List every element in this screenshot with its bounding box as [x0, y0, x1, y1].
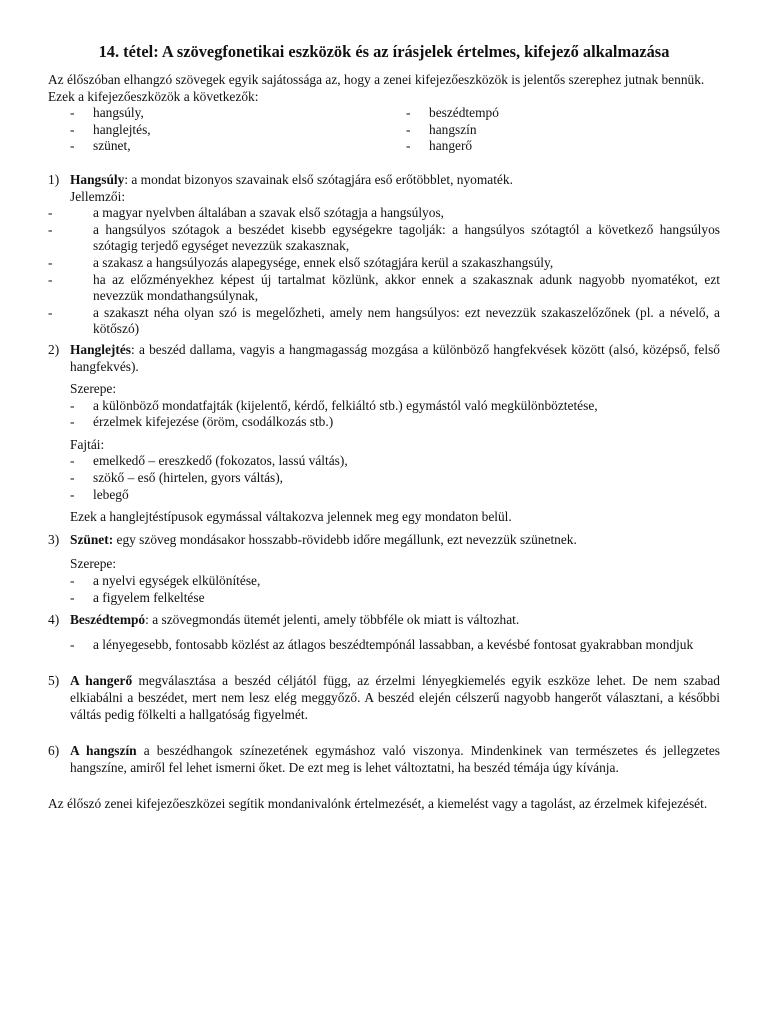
- section-definition: egy szöveg mondásakor hosszabb-rövidebb időre megállunk, ezt nevezzük szünetnek.: [113, 531, 577, 547]
- section-term: Beszédtempó: [70, 612, 146, 628]
- section-subheading: Szerepe:: [70, 556, 117, 572]
- intro-list-lead: Ezek a kifejezőeszközök a következők:: [48, 88, 259, 104]
- section-closing: Ezek a hanglejtéstípusok egymással váltakozva jelennek meg egy mondaton belül.: [70, 509, 512, 525]
- section-number: 4): [48, 612, 60, 628]
- section-definition: : a szövegmondás ütemét jelenti, amely többféle ok miatt is változhat.: [145, 612, 520, 628]
- intro-paragraph: Az élőszóban elhangzó szövegek egyik sajátossága az, hogy a zenei kifejezőeszközök is jelentős szerephez jutnak bennük.: [48, 72, 705, 87]
- section-term: Szünet:: [70, 531, 114, 547]
- section-subheading: Jellemzői:: [70, 188, 126, 204]
- section-hangsuly: [48, 172, 720, 338]
- section-term: Hanglejtés: [70, 341, 131, 357]
- list-item: - a különböző mondatfajták (kijelentő, kérdő, felkiáltó stb.) egymástól való megkülönböztetése,: [48, 398, 720, 415]
- section-number: 2): [48, 341, 60, 357]
- list-item: - a nyelvi egységek elkülönítése,: [48, 573, 720, 590]
- section-subheading: Fajtái:: [70, 436, 105, 452]
- list-item: - beszédtempó: [384, 105, 720, 122]
- tools-list: [48, 105, 720, 155]
- section-hanglejtes: [48, 342, 720, 526]
- section-term: Hangsúly: [70, 171, 125, 187]
- list-item: - lebegő: [48, 487, 720, 504]
- section-definition: : a beszéd dallama, vagyis a hangmagasság mozgása a különböző hangfekvések között (alsó, középső, felső hangfekvés).: [70, 341, 720, 374]
- section-number: 3): [48, 531, 60, 547]
- conclusion-paragraph: Az élőszó zenei kifejezőeszközei segítik mondanivalónk értelmezését, a kiemelést vagy a tagolást, az érzelmek kifejezését.: [48, 796, 708, 812]
- list-item: - a szakaszt néha olyan szó is megelőzheti, amely nem hangsúlyos: ezt nevezzük szakaszelőzőnek (pl. a névelő, a kötőszó): [48, 305, 720, 338]
- list-item: - a figyelem felkeltése: [48, 590, 720, 607]
- list-item: - ha az előzményekhez képest új tartalmat közlünk, akkor ennek a szakasznak adunk nagyobb nyomatékot, ezt nevezzük mondathangsúlynak,: [48, 272, 720, 305]
- list-item: - a szakasz a hangsúlyozás alapegysége, ennek első szótagjára kerül a szakaszhangsúly,: [48, 255, 720, 272]
- tools-list-right: [384, 105, 720, 155]
- section-number: 6): [48, 743, 60, 759]
- list-item: - a lényegesebb, fontosabb közlést az átlagos beszédtempónál lassabban, a kevésbé fontosat gyakrabban mondjuk: [48, 637, 720, 654]
- section-szunet: [48, 532, 720, 606]
- list-item: - emelkedő – ereszkedő (fokozatos, lassú váltás),: [48, 453, 720, 470]
- section-beszedtempo: [48, 612, 720, 653]
- section-number: 1): [48, 171, 60, 187]
- section-definition: : a mondat bizonyos szavainak első szótagjára eső erőtöbblet, nyomaték.: [124, 171, 513, 187]
- list-item: - hangszín: [384, 122, 720, 139]
- page-title: 14. tétel: A szövegfonetikai eszközök és az írásjelek értelmes, kifejező alkalmazása: [98, 42, 670, 61]
- list-item: - érzelmek kifejezése (öröm, csodálkozás stb.): [48, 414, 720, 431]
- section-hangero: [48, 673, 720, 723]
- list-item: - szökő – eső (hirtelen, gyors váltás),: [48, 470, 720, 487]
- list-item: - szünet,: [48, 138, 384, 155]
- section-number: 5): [48, 673, 60, 689]
- section-term: A hangerő: [70, 673, 133, 689]
- section-hangszin: [48, 743, 720, 776]
- list-item: - hangerő: [384, 138, 720, 155]
- section-subheading: Szerepe:: [70, 381, 117, 397]
- list-item: - hangsúly,: [48, 105, 384, 122]
- list-item: - a magyar nyelvben általában a szavak első szótagja a hangsúlyos,: [48, 205, 720, 222]
- section-term: A hangszín: [70, 743, 137, 759]
- section-definition: megválasztása a beszéd céljától függ, az érzelmi lényegkiemelés egyik eszköze lehet. De nem szabad elkiabálni a beszédet, mert nem lesz elég meggyőző. A beszéd elején célszerű nagyobb hangerőt választani, a későbbi váltás pedig fölkelti a hallgatóság figyelmét.: [70, 673, 720, 722]
- tools-list-left: [48, 105, 384, 155]
- list-item: - a hangsúlyos szótagok a beszédet kisebb egységekre tagolják: a hangsúlyos szótagtól a következő hangsúlyos szótagig terjedő egységet nevezzük szakasznak,: [48, 222, 720, 255]
- section-definition: a beszédhangok színezetének egymáshoz való viszonya. Mindenkinek van természetes és jellegzetes hangszíne, amiről fel lehet ismerni őket. De ezt meg is lehet változtatni, ha beszéd témája úgy kívánja.: [70, 743, 720, 775]
- list-item: - hanglejtés,: [48, 122, 384, 139]
